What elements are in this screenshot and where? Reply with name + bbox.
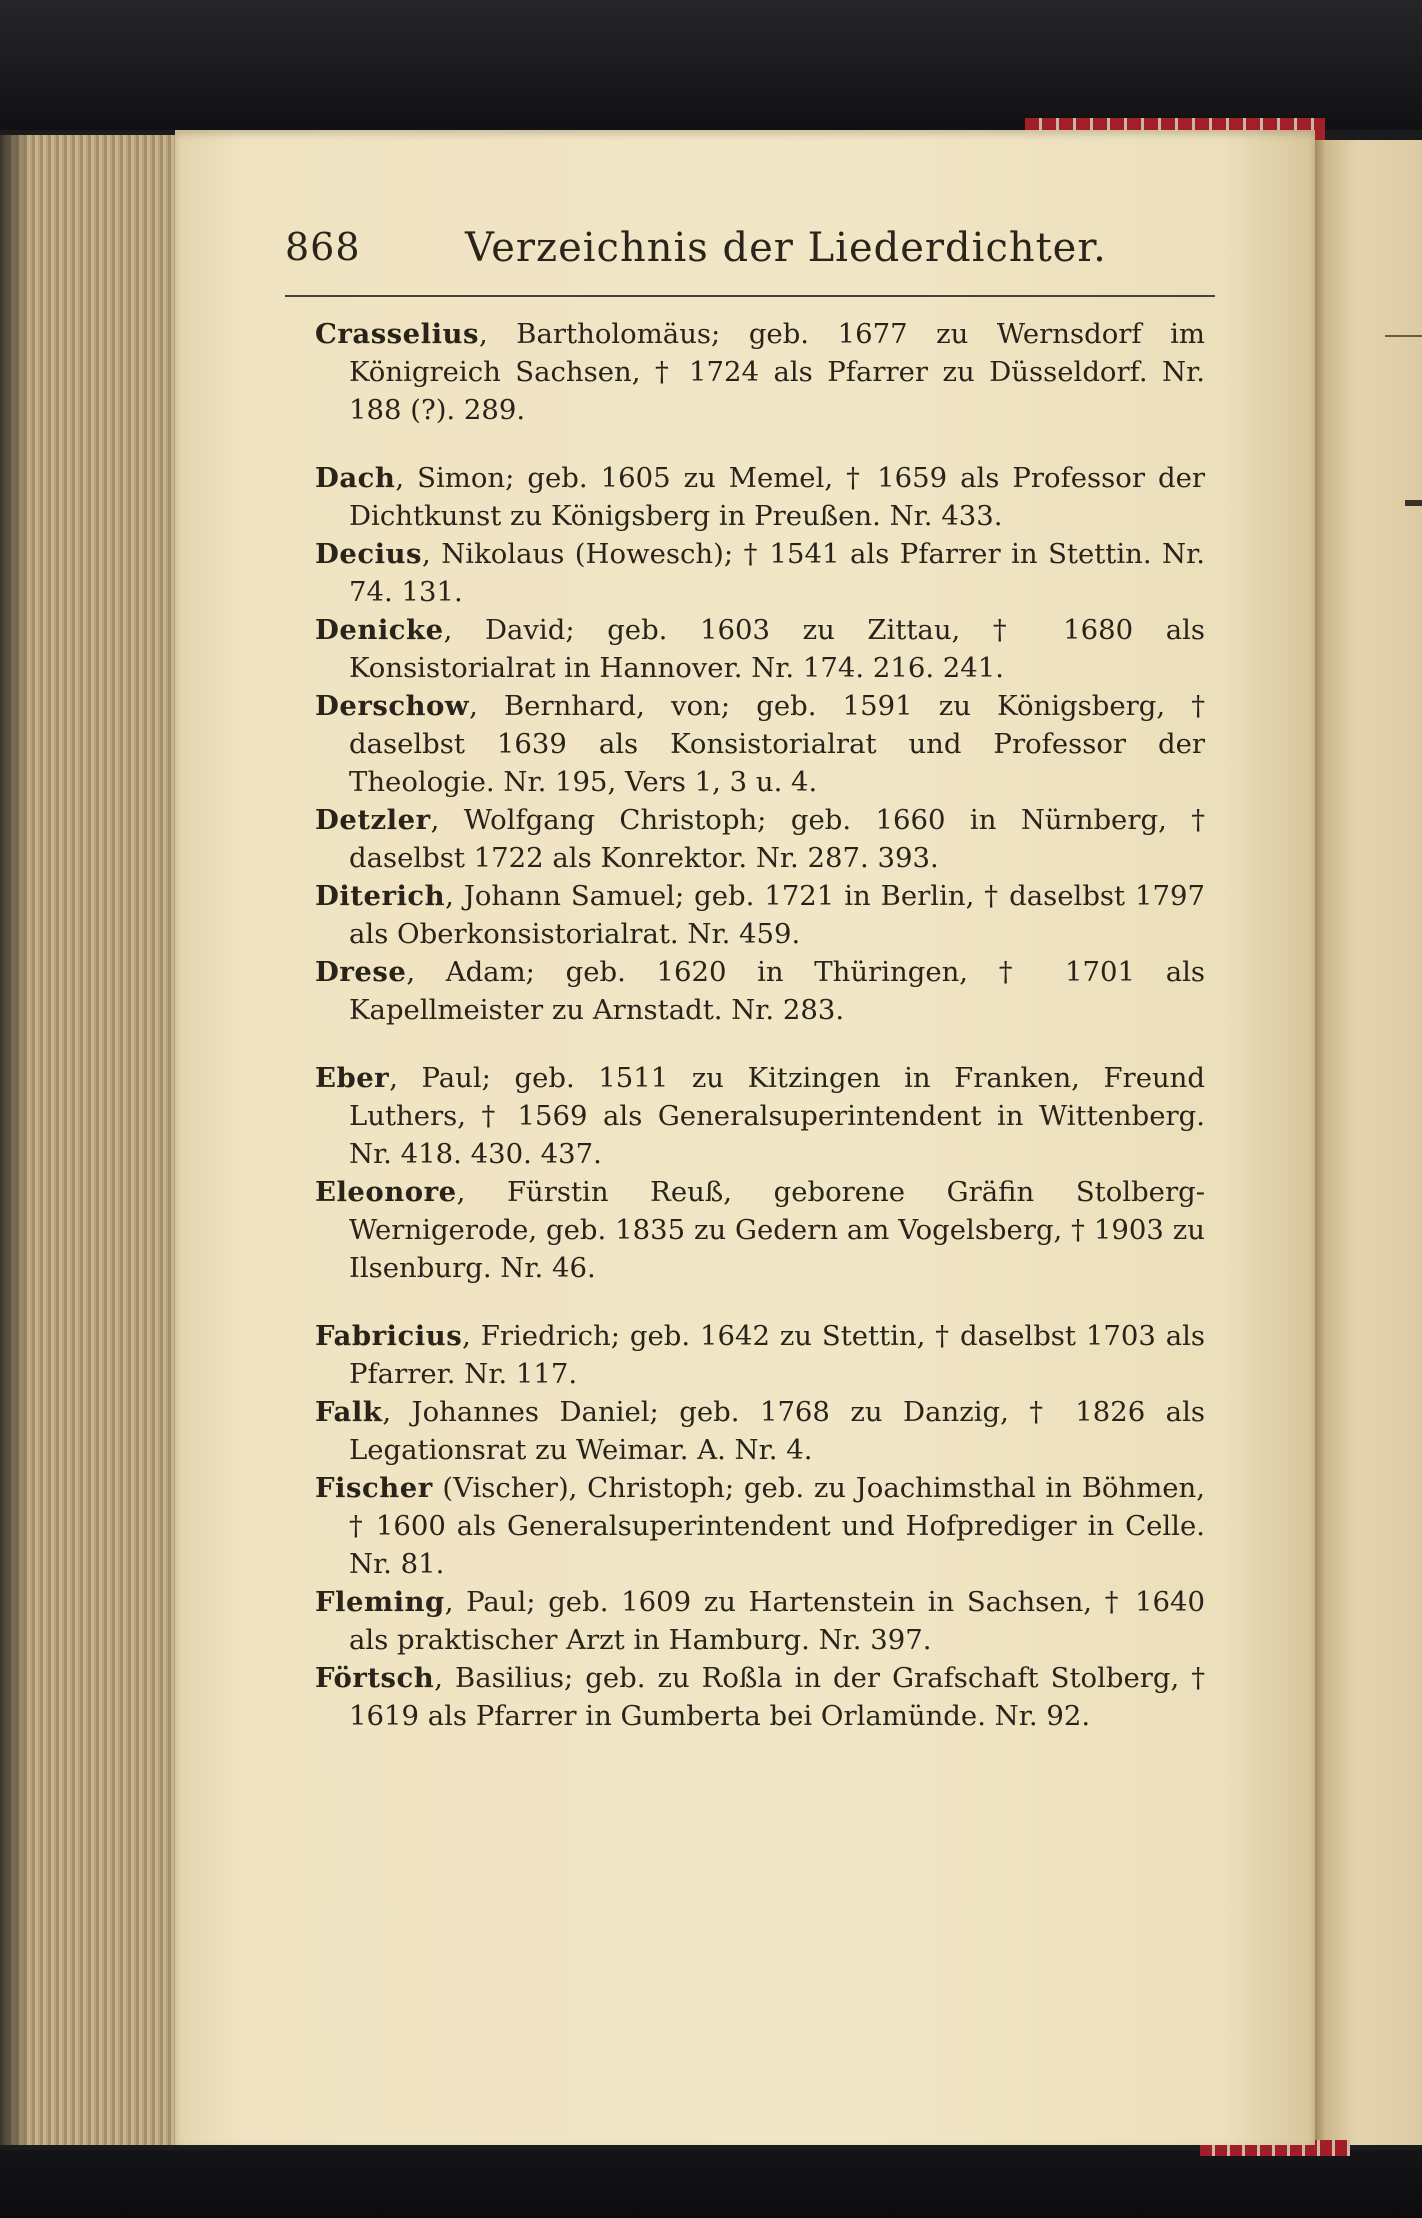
running-title: Verzeichnis der Liederdichter. [465, 225, 1107, 271]
index-entry [315, 1059, 1205, 1173]
book-cover-top [0, 0, 1422, 130]
index-entry [315, 1317, 1205, 1393]
author-name: Eleonore [315, 1176, 457, 1208]
author-name: Förtsch [315, 1662, 435, 1694]
index-entry [315, 459, 1205, 535]
entry-text: , Johann Samuel; geb. 1721 in Berlin, † daselbst 1797 als Oberkonsistorialrat. Nr. 459. [349, 880, 1205, 950]
author-name: Falk [315, 1396, 383, 1428]
index-entry [315, 1583, 1205, 1659]
entry-text: , Adam; geb. 1620 in Thüringen, † 1701 als Kapellmeister zu Arnstadt. Nr. 283. [349, 956, 1205, 1026]
author-name: Denicke [315, 614, 444, 646]
entry-text: , Simon; geb. 1605 zu Memel, † 1659 als Professor der Dichtkunst zu Königsberg in Preußen. Nr. 433. [349, 462, 1205, 532]
index-entry [315, 1393, 1205, 1469]
index-entry [315, 315, 1205, 429]
author-name: Crasselius [315, 318, 480, 350]
author-name: Fleming [315, 1586, 445, 1618]
author-name: Decius [315, 538, 423, 570]
entry-text: , Johannes Daniel; geb. 1768 zu Danzig, † 1826 als Legationsrat zu Weimar. A. Nr. 4. [349, 1396, 1205, 1466]
index-entry [315, 535, 1205, 611]
page-header [285, 225, 1215, 285]
index-entry [315, 687, 1205, 801]
entry-text: , Basilius; geb. zu Roßla in der Grafschaft Stolberg, † 1619 als Pfarrer in Gumberta bei Orlamünde. Nr. 92. [349, 1662, 1205, 1732]
index-entry [315, 953, 1205, 1029]
index-entry [315, 611, 1205, 687]
entry-text: , Paul; geb. 1609 zu Hartenstein in Sachsen, † 1640 als praktischer Arzt in Hamburg. Nr. 397. [349, 1586, 1205, 1656]
entry-text: , David; geb. 1603 zu Zittau, † 1680 als Konsistorialrat in Hannover. Nr. 174. 216. 241. [349, 614, 1205, 684]
facing-page-edge [1315, 140, 1422, 2145]
author-name: Dach [315, 462, 396, 494]
entry-text: , Friedrich; geb. 1642 zu Stettin, † daselbst 1703 als Pfarrer. Nr. 117. [349, 1320, 1205, 1390]
page-stack-shadow [0, 135, 30, 2145]
facing-page-rule [1385, 335, 1422, 337]
index-entry [315, 1469, 1205, 1583]
author-name: Derschow [315, 690, 470, 722]
header-rule [285, 295, 1215, 297]
index-entry [315, 1173, 1205, 1287]
author-name: Detzler [315, 804, 431, 836]
entry-text: , Nikolaus (Howesch); † 1541 als Pfarrer in Stettin. Nr. 74. 131. [349, 538, 1205, 608]
author-index [315, 315, 1205, 1735]
entry-text: , Bartholomäus; geb. 1677 zu Wernsdorf im Königreich Sachsen, † 1724 als Pfarrer zu Düsseldorf. Nr. 188 (?). 289. [349, 318, 1205, 426]
author-name: Fabricius [315, 1320, 463, 1352]
entry-text: , Paul; geb. 1511 zu Kitzingen in Franken, Freund Luthers, † 1569 als Generalsuperintendent in Wittenberg. Nr. 418. 430. 437. [349, 1062, 1205, 1170]
index-entry [315, 1659, 1205, 1735]
page-number: 868 [285, 225, 361, 269]
entry-text: (Vischer), Christoph; geb. zu Joachimsthal in Böhmen, † 1600 als Generalsuperintendent und Hofprediger in Celle. Nr. 81. [349, 1472, 1205, 1580]
author-name: Fischer [315, 1472, 433, 1504]
book-cover-bottom [0, 2150, 1422, 2218]
author-name: Diterich [315, 880, 446, 912]
author-name: Eber [315, 1062, 390, 1094]
entry-text: , Bernhard, von; geb. 1591 zu Königsberg, † daselbst 1639 als Konsistorialrat und Professor der Theologie. Nr. 195, Vers 1, 3 u. 4. [349, 690, 1205, 798]
entry-text: , Fürstin Reuß, geborene Gräfin Stolberg-Wernigerode, geb. 1835 zu Gedern am Vogelsberg, † 1903 zu Ilsenburg. Nr. 46. [349, 1176, 1205, 1284]
facing-page-text-fragment [1405, 500, 1422, 506]
index-entry [315, 877, 1205, 953]
author-name: Drese [315, 956, 407, 988]
entry-text: , Wolfgang Christoph; geb. 1660 in Nürnberg, † daselbst 1722 als Konrektor. Nr. 287. 393. [349, 804, 1205, 874]
index-entry [315, 801, 1205, 877]
